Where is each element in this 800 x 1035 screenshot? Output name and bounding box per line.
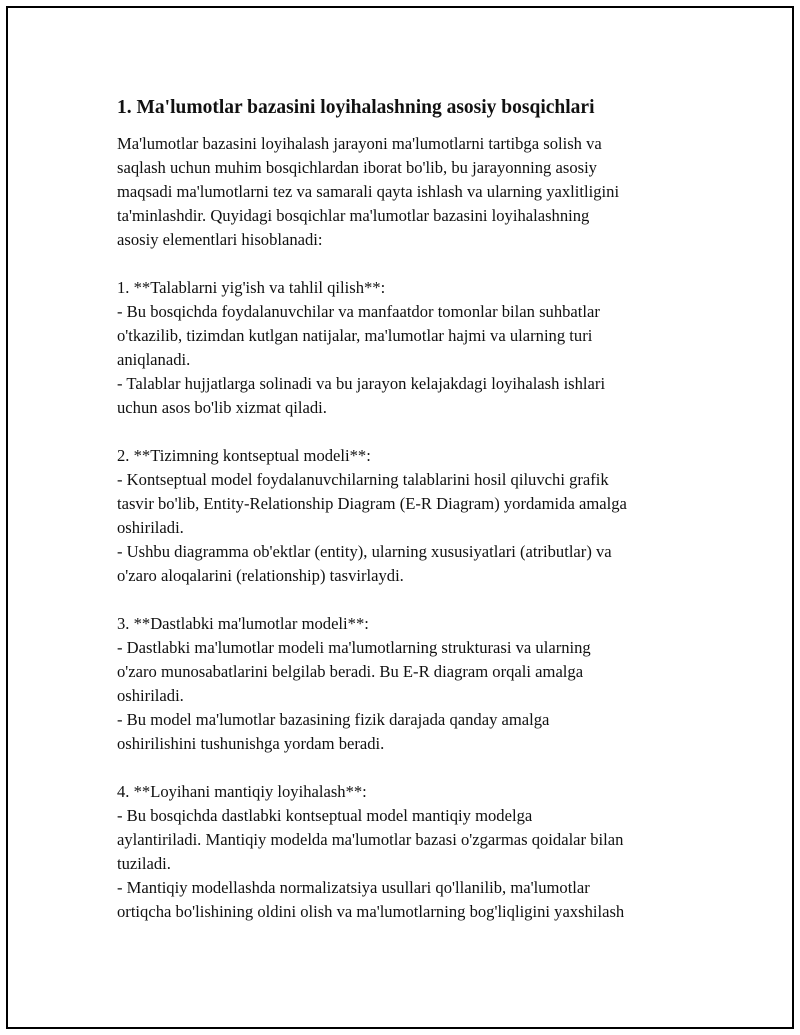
section-bullet: - Kontseptual model foydalanuvchilarning talablarini hosil qiluvchi grafik tasvir bo'lib, Entity-Relationship Diagram (E-R Diagram) yordamida amalga oshiriladi. — [117, 470, 627, 537]
spacer — [117, 588, 687, 612]
spacer — [117, 252, 687, 276]
document-body — [117, 96, 687, 924]
section-title: 2. **Tizimning kontseptual modeli**: — [117, 446, 371, 465]
section-conceptual-model — [117, 444, 687, 588]
spacer — [117, 420, 687, 444]
section-bullet: - Ushbu diagramma ob'ektlar (entity), ularning xususiyatlari (atributlar) va o'zaro aloqalarini (relationship) tasvirlaydi. — [117, 542, 612, 585]
section-title: 1. **Talablarni yig'ish va tahlil qilish**: — [117, 278, 386, 297]
section-bullet: - Talablar hujjatlarga solinadi va bu jarayon kelajakdagi loyihalash ishlari uchun asos bo'lib xizmat qiladi. — [117, 374, 606, 417]
page-title: 1. Ma'lumotlar bazasini loyihalashning asosiy bosqichlari — [117, 97, 595, 118]
section-requirements — [117, 276, 687, 420]
section-bullet: - Bu bosqichda foydalanuvchilar va manfaatdor tomonlar bilan suhbatlar o'tkazilib, tizimdan kutlgan natijalar, ma'lumotlar hajmi va ularning turi aniqlanadi. — [117, 302, 600, 369]
section-title: 4. **Loyihani mantiqiy loyihalash**: — [117, 782, 367, 801]
section-logical-design — [117, 780, 687, 924]
section-bullet: - Mantiqiy modellashda normalizatsiya usullari qo'llanilib, ma'lumotlar ortiqcha bo'lishining oldini olish va ma'lumotlarning bog'liqligini yaxshilash — [117, 878, 625, 921]
section-bullet: - Bu bosqichda dastlabki kontseptual model mantiqiy modelga aylantiriladi. Mantiqiy modelda ma'lumotlar bazasi o'zgarmas qoidalar bilan tuziladi. — [117, 806, 624, 873]
section-initial-data-model — [117, 612, 687, 756]
spacer — [117, 756, 687, 780]
intro-paragraph: Ma'lumotlar bazasini loyihalash jarayoni ma'lumotlarni tartibga solish va saqlash uchun muhim bosqichlardan iborat bo'lib, bu jarayonning asosiy maqsadi ma'lumotlarni tez va samarali qayta ishlash va ularning yaxlitligini ta'minlashdir. Quyidagi bosqichlar ma'lumotlar bazasini loyihalashning asosiy elementlari hisoblanadi: — [117, 134, 620, 249]
section-title: 3. **Dastlabki ma'lumotlar modeli**: — [117, 614, 369, 633]
section-bullet: - Dastlabki ma'lumotlar modeli ma'lumotlarning strukturasi va ularning o'zaro munosabatlarini belgilab beradi. Bu E-R diagram orqali amalga oshiriladi. — [117, 638, 591, 705]
section-bullet: - Bu model ma'lumotlar bazasining fizik darajada qanday amalga oshirilishini tushunishga yordam beradi. — [117, 710, 550, 753]
